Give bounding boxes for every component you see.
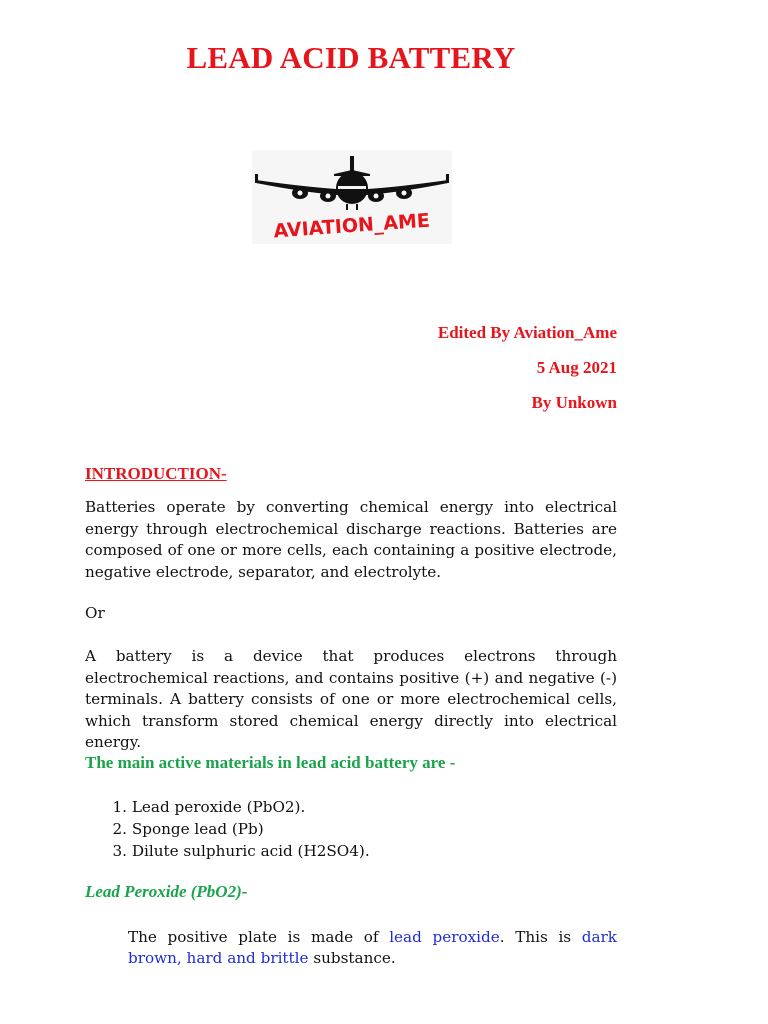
list-item (85, 796, 370, 818)
intro-paragraph-1: Batteries operate by converting chemical energy into electrical energy through electrochemical discharge reactions. Batteries are composed of one or more cells, each containing a positive electrode, negative electrode, separator, and electrolyte. (85, 498, 617, 581)
materials-list (85, 796, 370, 862)
author-label: By Unkown (531, 393, 617, 412)
document-title: LEAD ACID BATTERY (186, 40, 516, 75)
paragraph-text: The positive plate is made of (128, 928, 390, 946)
introduction-heading: INTRODUCTION- (85, 464, 227, 483)
list-item (85, 818, 370, 840)
list-item-number: 1. (112, 798, 127, 816)
airplane-icon (252, 150, 452, 244)
lead-peroxide-heading: Lead Peroxide (PbO2)- (85, 882, 248, 901)
paragraph-text: substance. (308, 949, 396, 967)
list-item-number: 2. (112, 820, 127, 838)
lead-peroxide-paragraph (128, 927, 617, 969)
list-item-text: Sponge lead (Pb) (131, 820, 264, 838)
dark-brown-highlight: dark brown, hard and brittle (128, 928, 617, 967)
lead-peroxide-highlight: lead peroxide (389, 928, 500, 946)
edited-by-label: Edited By Aviation_Ame (437, 323, 617, 342)
list-item-text: Lead peroxide (PbO2). (131, 798, 306, 816)
list-item-text: Dilute sulphuric acid (H2SO4). (131, 842, 370, 860)
paragraph-text: . This is (499, 928, 582, 946)
date-label: 5 Aug 2021 (536, 358, 617, 377)
materials-heading: The main active materials in lead acid battery are - (85, 753, 456, 772)
list-item-number: 3. (112, 842, 127, 860)
aviation-logo (252, 150, 452, 244)
intro-paragraph-2: A battery is a device that produces electrons through electrochemical reactions, and contains positive (+) and negative (-) terminals. A battery consists of one or more electrochemical cells, which transform stored chemical energy directly into electrical energy. (85, 647, 617, 751)
list-item (85, 840, 370, 862)
intro-or-text: Or (85, 604, 105, 622)
logo-text: AVIATION_AME (272, 209, 431, 243)
